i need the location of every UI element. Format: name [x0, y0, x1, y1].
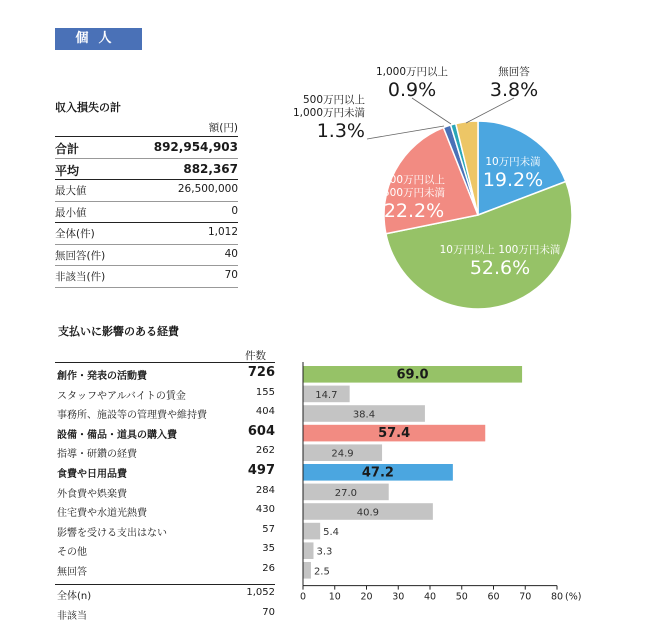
pie-value-label: 19.2%	[482, 169, 544, 191]
footer-row-value: 70	[262, 606, 275, 618]
summary-row-label: 全体(件)	[55, 228, 95, 240]
bar-count: 155	[255, 386, 275, 398]
bar-value-label: 57.4	[378, 426, 411, 442]
bar-count: 26	[262, 563, 275, 574]
summary-row-rule	[55, 201, 238, 202]
bar-value-label: 38.4	[352, 409, 376, 421]
summary-row-value: 892,954,903	[153, 140, 238, 154]
summary-row-value: 40	[224, 247, 238, 260]
bar-value-label: 47.2	[361, 465, 394, 481]
x-tick-label: 40	[423, 591, 437, 603]
x-axis-unit: (%)	[565, 591, 582, 603]
x-tick-label: 80	[550, 591, 564, 603]
bar-value-label: 14.7	[315, 389, 338, 401]
footer-row-value: 1,052	[246, 586, 275, 598]
pie-leader-line	[466, 98, 514, 123]
bar-chart-title: 支払いに影響のある経費	[58, 325, 179, 338]
summary-row-label: 非該当(件)	[55, 271, 106, 283]
bar-value-label: 24.9	[331, 448, 354, 460]
x-tick-label: 60	[487, 591, 500, 603]
summary-row-label: 合計	[55, 142, 80, 156]
summary-row-value: 882,367	[183, 161, 238, 176]
x-tick-label: 20	[360, 591, 373, 603]
pie-label	[483, 155, 543, 191]
bar	[303, 542, 313, 559]
pie-category-label: 10万円未満	[485, 156, 541, 168]
summary-rule-top	[55, 136, 238, 137]
x-tick-label: 50	[455, 591, 468, 603]
pie-category-label: 無回答	[498, 66, 530, 78]
summary-row-label: 最大値	[55, 185, 87, 197]
bar-count: 284	[255, 484, 275, 496]
footer-row-label: 全体(n)	[57, 590, 92, 602]
summary-row-label: 無回答(件)	[55, 249, 106, 262]
x-tick-label: 30	[392, 591, 405, 603]
count-header: 件数	[245, 350, 266, 362]
summary-row-rule	[55, 158, 238, 159]
pie-label	[466, 65, 538, 123]
summary-row-rule	[55, 265, 238, 266]
bar-category-label: 影響を受ける支出はない	[57, 527, 167, 539]
bar-chart	[295, 360, 635, 603]
pie-category-label: 500万円以上	[302, 94, 365, 106]
summary-row-value: 70	[224, 269, 238, 281]
bar-category-label: 無回答	[57, 567, 87, 578]
bar-table-rule-top	[55, 362, 275, 363]
pie-label	[376, 65, 451, 124]
bar-category-label: 食費や日用品費	[57, 469, 127, 480]
bar-value-label: 69.0	[396, 367, 429, 383]
bar-count: 404	[255, 406, 275, 418]
pie-value-label: 22.2%	[383, 200, 445, 222]
bar	[303, 523, 320, 540]
bar-count: 726	[247, 365, 275, 380]
summary-row-rule	[55, 287, 238, 288]
footer-row-label: 非該当	[57, 610, 87, 622]
x-tick-label: 10	[328, 591, 341, 603]
bar-count: 35	[262, 543, 275, 555]
bar-category-label: 指導・研鑽の経費	[57, 449, 137, 461]
pie-category-label: 1,000万円未満	[292, 107, 365, 119]
pie-category-label: 10万円以上 100万円未満	[439, 244, 561, 256]
bar-category-label: 住宅費や水道光熱費	[57, 508, 147, 520]
pie-category-label: 1,000万円以上	[375, 66, 449, 78]
summary-title: 収入損失の計	[55, 101, 121, 114]
summary-row-value: 1,012	[207, 226, 238, 238]
summary-row-rule	[55, 179, 238, 180]
bar-value-label: 5.4	[323, 527, 340, 539]
summary-row-value: 26,500,000	[177, 183, 238, 195]
bar-table-rule-bottom	[55, 584, 275, 585]
bar-category-label: スタッフやアルバイトの賃金	[57, 390, 186, 402]
summary-row-value: 0	[231, 204, 238, 217]
section-label: 個人	[55, 28, 142, 50]
bar-category-label: 設備・備品・道具の購入費	[57, 429, 177, 441]
pie-value-label: 0.9%	[387, 79, 437, 101]
bar-category-label: 事務所、施設等の管理費や維持費	[57, 410, 207, 422]
bar-category-label: 創作・発表の活動費	[57, 371, 147, 382]
x-tick-label: 70	[519, 591, 532, 603]
bar-category-label: 外食費や娯楽費	[57, 488, 127, 500]
bar-value-label: 3.3	[316, 546, 333, 558]
summary-row-rule	[55, 222, 238, 223]
summary-row-label: 最小値	[55, 206, 87, 219]
bar-value-label: 2.5	[313, 566, 330, 578]
bar-count: 604	[247, 423, 275, 439]
bar	[303, 562, 311, 579]
bar-category-label: その他	[57, 547, 87, 559]
pie-value-label: 1.3%	[316, 120, 365, 142]
summary-row-rule	[55, 244, 238, 245]
pie-category-label: 100万円以上	[382, 174, 446, 186]
bar-count: 497	[247, 463, 275, 478]
pie-value-label: 3.8%	[489, 79, 539, 101]
summary-row-label: 平均	[55, 163, 80, 178]
pie-category-label: 500万円未満	[382, 187, 446, 199]
pie-chart	[270, 55, 650, 325]
pie-leader-line	[412, 98, 451, 124]
summary-unit-header: 額(円)	[208, 122, 238, 134]
bar-value-label: 40.9	[356, 507, 380, 519]
bar-count: 262	[255, 445, 275, 457]
x-tick-label: 0	[299, 591, 307, 603]
pie-label	[383, 173, 446, 222]
bar-count: 430	[255, 504, 275, 516]
pie-value-label: 52.6%	[469, 257, 531, 279]
bar-value-label: 27.0	[334, 487, 357, 499]
bar-count: 57	[262, 523, 275, 535]
